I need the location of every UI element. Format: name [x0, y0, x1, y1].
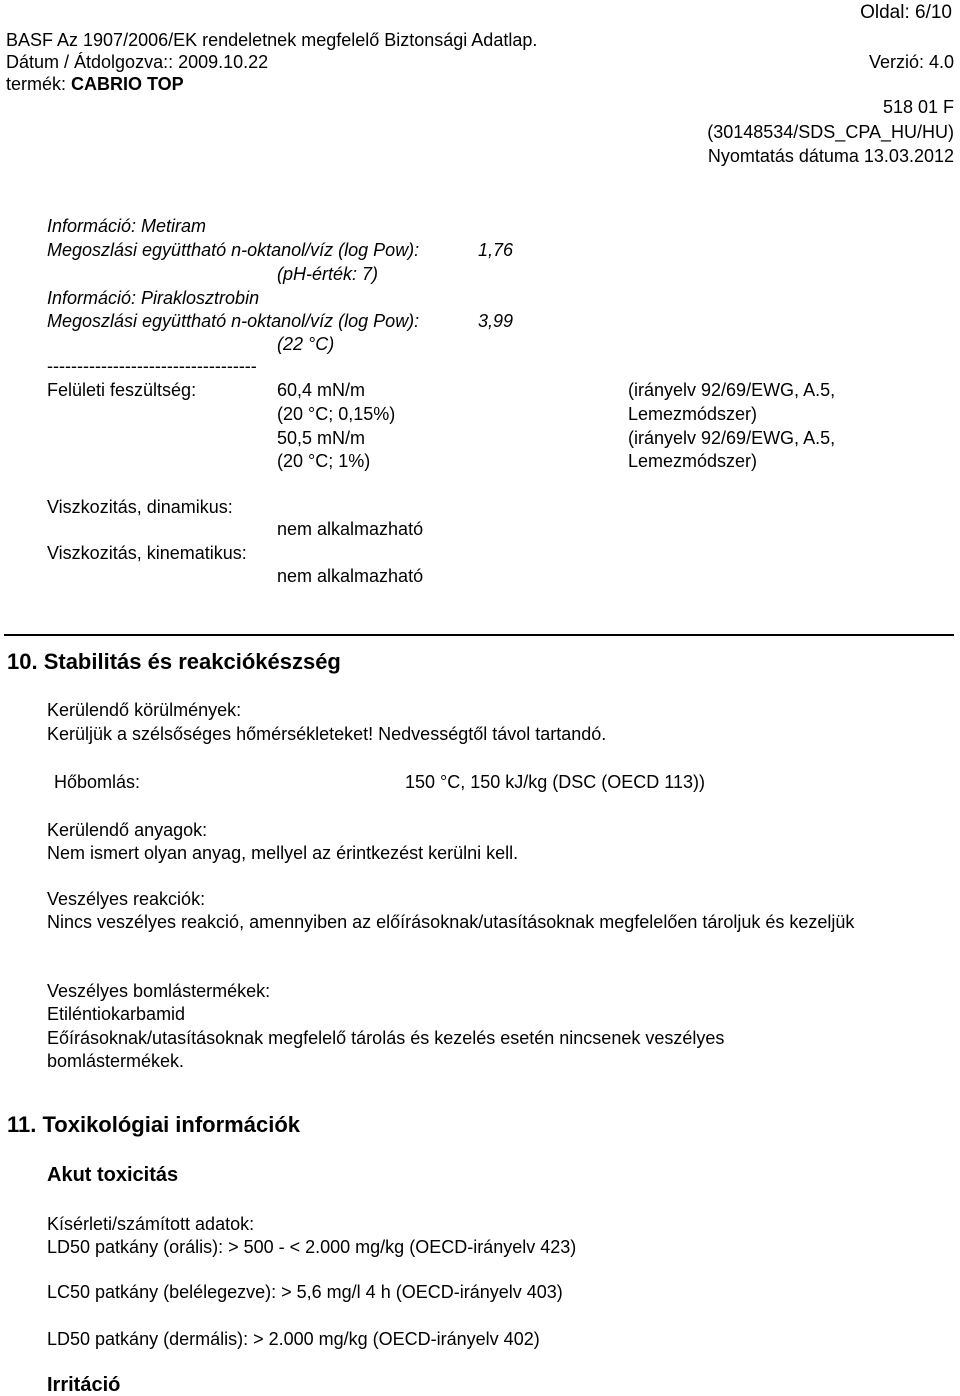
surface-method-2a: (irányelv 92/69/EWG, A.5, — [628, 428, 836, 448]
info-metiram: Információ: Metiram — [47, 216, 207, 236]
visc-kinematic-label: Viszkozitás, kinematikus: — [47, 543, 247, 563]
header-title: BASF Az 1907/2006/EK rendeletnek megfelelő Biztonsági Adatlap. — [6, 30, 538, 50]
section11-title: 11. Toxikológiai információk — [7, 1112, 301, 1137]
decomp-products-l3: bomlástermékek. — [47, 1051, 185, 1071]
surface-value-2: 50,5 mN/m — [277, 428, 366, 448]
visc-kinematic-value: nem alkalmazható — [277, 566, 424, 586]
decomposition-value: 150 °C, 150 kJ/kg (DSC (OECD 113)) — [405, 772, 705, 792]
sds-id: (30148534/SDS_CPA_HU/HU) — [707, 122, 954, 142]
surface-cond-2: (20 °C; 1%) — [277, 451, 371, 471]
header-product — [6, 73, 184, 95]
header-date: Dátum / Átdolgozva:: 2009.10.22 — [6, 52, 269, 72]
product-name: CABRIO TOP — [71, 74, 184, 94]
lc50-inhalation: LC50 patkány (belélegezve): > 5,6 mg/l 4 h (OECD-irányelv 403) — [47, 1282, 563, 1302]
partition-label-2: Megoszlási együttható n-oktanol/víz (log Pow): — [47, 311, 420, 331]
separator-dashes: ----------------------------------- — [47, 356, 257, 376]
acute-toxicity-title: Akut toxicitás — [47, 1164, 179, 1186]
info-piraklosztrobin: Információ: Piraklosztrobin — [47, 288, 260, 308]
data-label: Kísérleti/számított adatok: — [47, 1214, 255, 1234]
surface-tension-label: Felületi feszültség: — [47, 380, 197, 400]
reactions-label: Veszélyes reakciók: — [47, 889, 206, 909]
ld50-dermal: LD50 patkány (dermális): > 2.000 mg/kg (OECD-irányelv 402) — [47, 1329, 540, 1349]
partition-value-2: 3,99 — [478, 311, 514, 331]
section10-title: 10. Stabilitás és reakciókészség — [7, 649, 341, 674]
partition-cond-1: (pH-érték: 7) — [277, 264, 379, 284]
decomp-products-l1: Etiléntiokarbamid — [47, 1004, 186, 1024]
surface-method-1a: (irányelv 92/69/EWG, A.5, — [628, 380, 836, 400]
materials-label: Kerülendő anyagok: — [47, 820, 208, 840]
product-label: termék: — [6, 74, 72, 94]
visc-dynamic-label: Viszkozitás, dinamikus: — [47, 497, 233, 517]
partition-label-1: Megoszlási együttható n-oktanol/víz (log Pow): — [47, 240, 420, 260]
surface-value-1: 60,4 mN/m — [277, 380, 366, 400]
reactions-text: Nincs veszélyes reakció, amennyiben az előírásoknak/utasításoknak megfelelően tároljuk és kezeljük — [47, 912, 855, 932]
surface-cond-1: (20 °C; 0,15%) — [277, 404, 396, 424]
surface-method-1b: Lemezmódszer) — [628, 404, 758, 424]
surface-method-2b: Lemezmódszer) — [628, 451, 758, 471]
decomp-products-label: Veszélyes bomlástermékek: — [47, 981, 271, 1001]
header-version: Verzió: 4.0 — [868, 52, 954, 72]
irritation-title: Irritáció — [47, 1374, 121, 1396]
visc-dynamic-value: nem alkalmazható — [277, 519, 424, 539]
conditions-text: Kerüljük a szélsőséges hőmérsékleteket! Nedvességtől távol tartandó. — [47, 724, 607, 744]
page-number: Oldal: 6/10 — [860, 2, 952, 23]
section-divider — [4, 634, 954, 636]
materials-text: Nem ismert olyan anyag, mellyel az érintkezést kerülni kell. — [47, 843, 519, 863]
partition-value-1: 1,76 — [478, 240, 514, 260]
partition-cond-2: (22 °C) — [277, 334, 335, 354]
conditions-label: Kerülendő körülmények: — [47, 700, 242, 720]
decomp-products-l2: Eőírásoknak/utasításoknak megfelelő tárolás és kezelés esetén nincsenek veszélyes — [47, 1028, 725, 1048]
print-date: Nyomtatás dátuma 13.03.2012 — [707, 146, 954, 166]
ld50-oral: LD50 patkány (orális): > 500 - < 2.000 mg/kg (OECD-irányelv 423) — [47, 1237, 577, 1257]
product-code: 518 01 F — [882, 97, 954, 117]
decomposition-label: Hőbomlás: — [54, 772, 141, 792]
